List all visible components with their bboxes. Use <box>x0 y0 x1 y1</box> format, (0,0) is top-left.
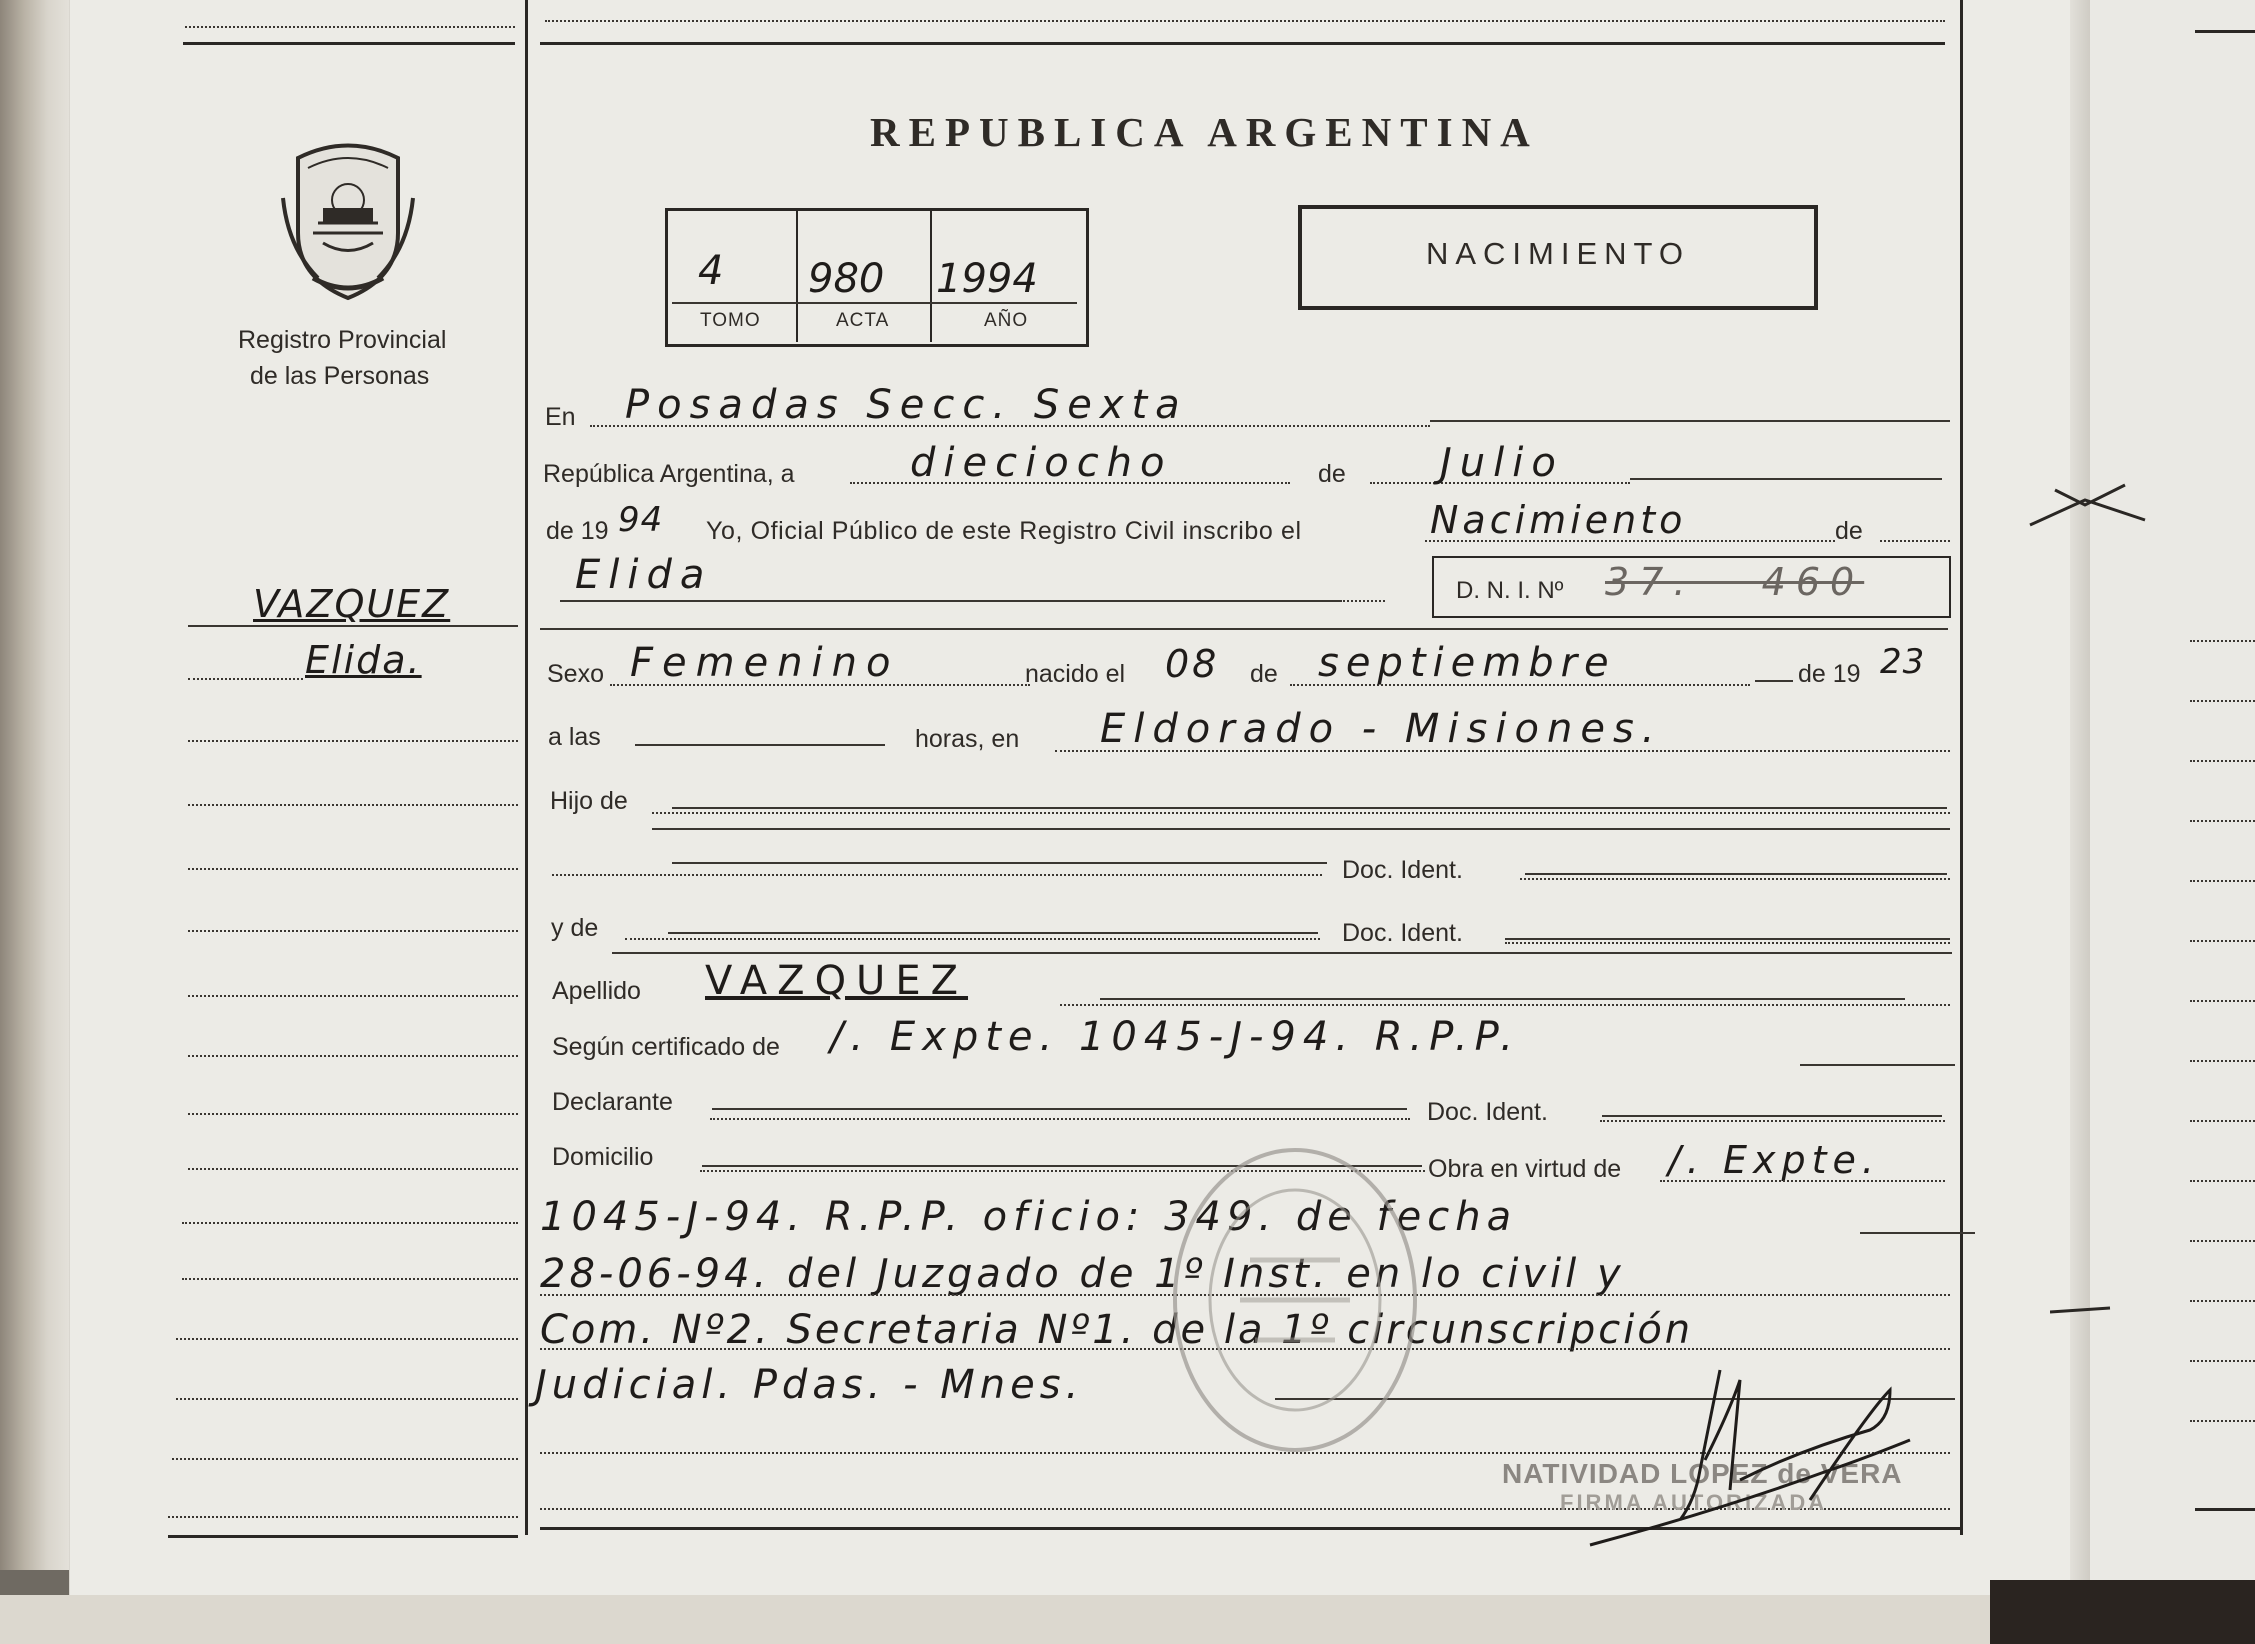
margin-dotted-line <box>172 1458 518 1460</box>
adjacent-dotted-line <box>2190 1000 2255 1002</box>
nacido-label: nacido el <box>1025 660 1126 688</box>
adjacent-dotted-line <box>2190 880 2255 882</box>
note-line-1: 1045-J-94. R.P.P. oficio: 349. de fecha <box>540 1194 1518 1240</box>
mother-dotted-line <box>625 938 1320 940</box>
margin-dotted-line <box>188 740 518 742</box>
domicilio-label: Domicilio <box>552 1143 654 1171</box>
father-id-dotted-line <box>1520 878 1950 880</box>
adjacent-dotted-line <box>2190 700 2255 702</box>
margin-dotted-line <box>188 1113 518 1115</box>
day-words-value: dieciocho <box>910 440 1173 486</box>
hijo-label: Hijo de <box>550 787 628 815</box>
adjacent-dotted-line <box>2190 1060 2255 1062</box>
note-line-2: 28-06-94. del Juzgado de 1º Inst. en lo civil y <box>540 1251 1625 1297</box>
event-value: Nacimiento <box>1430 498 1687 542</box>
de-19-label-2: de 19 <box>1798 660 1861 688</box>
margin-dotted-line <box>188 804 518 806</box>
top-dotted-line <box>545 20 1945 22</box>
father-underline-2 <box>652 828 1950 830</box>
month-value: Julio <box>1440 440 1564 486</box>
de-label: de <box>1318 460 1346 488</box>
page-below <box>0 1595 2255 1644</box>
de-label-3: de <box>1250 660 1278 688</box>
dni-label: D. N. I. Nº <box>1456 577 1564 604</box>
ano-value: 1994 <box>936 256 1038 302</box>
adjacent-dotted-line <box>2190 1120 2255 1122</box>
name-dotted-line <box>1340 600 1385 602</box>
book-spine <box>2070 0 2090 1595</box>
adjacent-dotted-line <box>2190 1180 2255 1182</box>
birth-place-value: Eldorado - Misiones. <box>1100 706 1663 752</box>
tomo-value: 4 <box>698 248 726 294</box>
adjacent-rule <box>2195 1508 2255 1511</box>
sex-value: Femenino <box>630 640 900 686</box>
certificate-value: /. Expte. 1045-J-94. R.P.P. <box>830 1014 1520 1060</box>
table-background <box>1990 1580 2255 1644</box>
record-box-divider <box>930 210 932 342</box>
adjacent-dotted-line <box>2190 1240 2255 1242</box>
birth-month-underline <box>1755 680 1793 682</box>
stitch-mark <box>2025 470 2155 540</box>
place-value: Posadas Secc. Sexta <box>625 382 1188 428</box>
a-las-label: a las <box>548 723 601 751</box>
declarant-dotted-line <box>710 1118 1410 1120</box>
surname-dotted-line <box>1060 1004 1950 1006</box>
dni-value: 37. 460 <box>1605 560 1865 604</box>
margin-name: Elida. <box>305 638 422 682</box>
segun-label: Según certificado de <box>552 1033 780 1061</box>
sexo-label: Sexo <box>547 660 604 688</box>
registry-name-line2: de las Personas <box>250 362 430 390</box>
adjacent-dotted-line <box>2190 760 2255 762</box>
country-title: REPUBLICA ARGENTINA <box>870 109 1539 155</box>
doc-ident-label-1: Doc. Ident. <box>1342 856 1463 884</box>
certificate-underline <box>1800 1064 1955 1066</box>
book-edge <box>0 0 80 1570</box>
mother-id-dotted-line <box>1505 942 1950 944</box>
adjacent-dotted-line <box>2190 1360 2255 1362</box>
record-box-divider <box>796 210 798 342</box>
surname-underline <box>1100 998 1905 1000</box>
mother-underline <box>668 932 1318 934</box>
father-doc-dotted-line <box>552 874 1322 876</box>
declarant-underline <box>712 1108 1407 1110</box>
note-line-3: Com. Nº2. Secretaria Nº1. de la 1º circunscripción <box>540 1307 1694 1353</box>
top-dotted-line <box>185 26 515 28</box>
margin-dotted-line <box>168 1516 518 1518</box>
note-line-4: Judicial. Pdas. - Mnes. <box>535 1362 1084 1408</box>
adjacent-rule <box>2195 30 2255 33</box>
doc-ident-label-3: Doc. Ident. <box>1427 1098 1548 1126</box>
hour-underline <box>635 744 885 746</box>
birth-month-value: septiembre <box>1318 640 1616 686</box>
acta-label: ACTA <box>836 310 890 331</box>
father-doc-underline <box>672 862 1327 864</box>
y-de-label: y de <box>551 914 599 942</box>
margin-dotted-line <box>176 1398 518 1400</box>
margin-divider <box>525 0 528 1535</box>
top-rule-main <box>540 42 1945 45</box>
adjacent-dotted-line <box>2190 820 2255 822</box>
margin-dotted-line <box>188 1168 518 1170</box>
doc-ident-label-2: Doc. Ident. <box>1342 919 1463 947</box>
mother-underline-2 <box>612 952 1952 954</box>
officer-text: Yo, Oficial Público de este Registro Civil inscribo el <box>706 517 1302 545</box>
birth-day-value: 08 <box>1165 642 1220 686</box>
margin-dotted-line <box>188 930 518 932</box>
registry-name-line1: Registro Provincial <box>238 326 447 354</box>
obra-value: /. Expte. <box>1668 1138 1880 1182</box>
declarant-id-underline <box>1602 1115 1942 1117</box>
margin-surname: VAZQUEZ <box>253 582 451 626</box>
obra-dotted-line <box>1660 1180 1945 1182</box>
declarante-label: Declarante <box>552 1088 673 1116</box>
adjacent-dotted-line <box>2190 940 2255 942</box>
top-rule-left <box>183 42 515 45</box>
apellido-label: Apellido <box>552 977 641 1005</box>
adjacent-dotted-line <box>2190 1300 2255 1302</box>
province-emblem-icon <box>278 138 418 306</box>
handwritten-signature <box>1570 1350 1930 1550</box>
acta-value: 980 <box>808 256 885 302</box>
en-underline <box>1430 420 1950 422</box>
mother-id-underline <box>1505 938 1950 940</box>
en-label: En <box>545 403 576 431</box>
month-underline <box>1630 478 1942 480</box>
birth-year-value: 23 <box>1880 642 1926 682</box>
record-box-underline <box>672 302 1077 304</box>
margin-dotted-line <box>176 1338 518 1340</box>
signatory-role: FIRMA AUTORIZADA <box>1560 1490 1828 1515</box>
year-suffix-value: 94 <box>618 500 664 540</box>
margin-dotted-line <box>188 1055 518 1057</box>
margin-dotted-line <box>188 678 303 680</box>
margin-dotted-line <box>188 995 518 997</box>
ano-label: AÑO <box>984 310 1029 331</box>
adjacent-dotted-line <box>2190 640 2255 642</box>
margin-dotted-line <box>182 1278 518 1280</box>
father-id-underline <box>1525 873 1947 875</box>
right-border <box>1960 0 1963 1535</box>
person-name-value: Elida <box>575 552 713 598</box>
section-divider <box>540 628 1948 630</box>
note-underline-1 <box>1860 1232 1975 1234</box>
de-label-2: de <box>1835 517 1863 545</box>
surname-value: VAZQUEZ <box>705 958 969 1004</box>
name-underline <box>560 600 1340 602</box>
official-seal-stamp <box>1160 1140 1430 1460</box>
declarant-id-dotted-line <box>1600 1120 1945 1122</box>
adjacent-page <box>2090 0 2255 1580</box>
father-dotted-line <box>652 812 1950 814</box>
republica-label: República Argentina, a <box>543 460 795 488</box>
signatory-name: NATIVIDAD LOPEZ de VERA <box>1502 1458 1903 1489</box>
record-type-label: NACIMIENTO <box>1425 236 1691 271</box>
de-dotted-line <box>1880 540 1950 542</box>
margin-dotted-line <box>188 868 518 870</box>
de-19-label: de 19 <box>546 517 609 545</box>
margin-dotted-line <box>182 1222 518 1224</box>
obra-label: Obra en virtud de <box>1428 1155 1622 1183</box>
stitch-mark <box>2050 1300 2120 1320</box>
bottom-rule-left <box>168 1535 518 1538</box>
adjacent-dotted-line <box>2190 1420 2255 1422</box>
father-underline <box>672 807 1947 809</box>
tomo-label: TOMO <box>700 310 761 331</box>
horas-label: horas, en <box>915 725 1020 753</box>
